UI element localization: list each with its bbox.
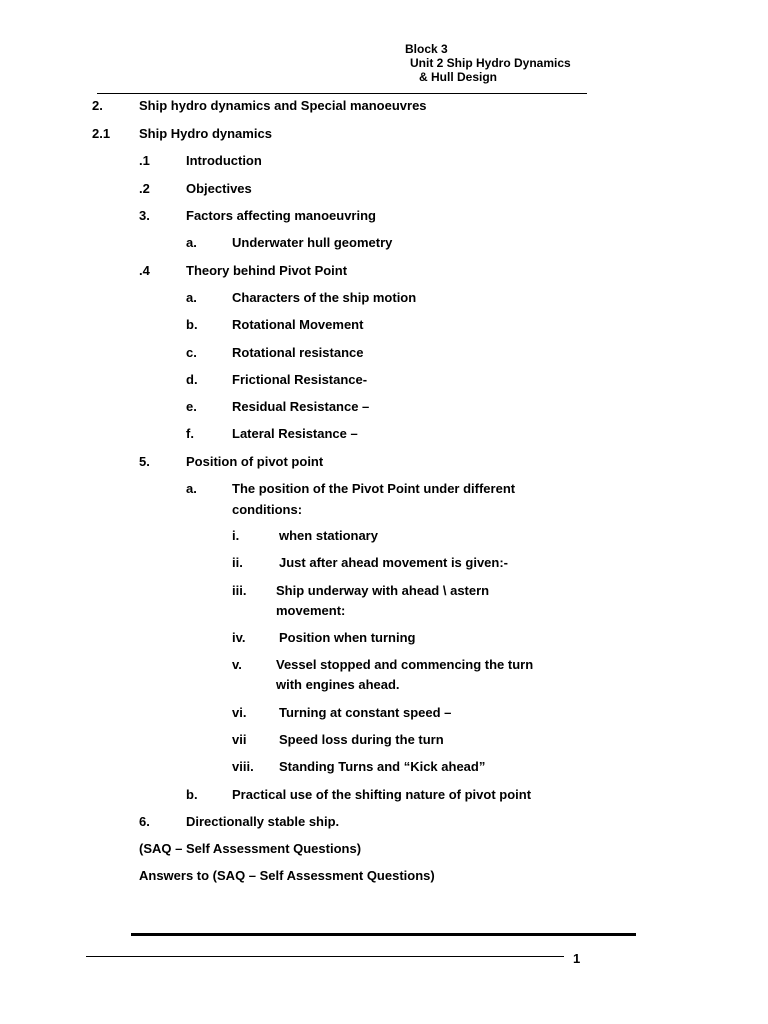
footer-rule-thick xyxy=(131,933,636,936)
toc-number: a. xyxy=(186,235,197,250)
footer-rule-thin xyxy=(86,956,564,957)
toc-text: Ship underway with ahead \ astern xyxy=(276,583,490,598)
toc-text: when stationary xyxy=(279,528,378,543)
toc-number: iii. xyxy=(232,583,247,598)
toc-text: The position of the Pivot Point under different xyxy=(232,481,516,496)
toc-number: 6. xyxy=(139,814,150,829)
toc-text: Answers to (SAQ – Self Assessment Questions) xyxy=(139,868,435,883)
toc-text: Practical use of the shifting nature of pivot point xyxy=(232,787,532,802)
toc-text: Theory behind Pivot Point xyxy=(186,263,348,278)
page-number: 1 xyxy=(573,951,581,966)
toc-text: Rotational resistance xyxy=(232,345,364,360)
toc-number: 2.1 xyxy=(92,126,111,141)
toc-text: Objectives xyxy=(186,181,252,196)
toc-number: iv. xyxy=(232,630,246,645)
toc-text: Standing Turns and “Kick ahead” xyxy=(279,759,486,774)
toc-text: Ship Hydro dynamics xyxy=(139,126,272,141)
toc-text: Rotational Movement xyxy=(232,317,364,332)
toc-number: viii. xyxy=(232,759,254,774)
toc-number: .4 xyxy=(139,263,150,278)
toc-number: ii. xyxy=(232,555,243,570)
toc-text: Underwater hull geometry xyxy=(232,235,393,250)
toc-text: Frictional Resistance- xyxy=(232,372,368,387)
toc-number: a. xyxy=(186,481,197,496)
toc-text: Characters of the ship motion xyxy=(232,290,417,305)
toc-number: b. xyxy=(186,317,198,332)
toc-number: e. xyxy=(186,399,197,414)
header-subtitle: & Hull Design xyxy=(419,70,498,84)
toc-number: .1 xyxy=(139,153,150,168)
toc-text: conditions: xyxy=(232,502,303,517)
toc-number: vii xyxy=(232,732,247,747)
header-block: Block 3 xyxy=(405,42,448,56)
header-rule xyxy=(97,93,587,94)
toc-number: d. xyxy=(186,372,198,387)
toc-number: 3. xyxy=(139,208,150,223)
header-unit: Unit 2 Ship Hydro Dynamics xyxy=(410,56,571,70)
toc-text: (SAQ – Self Assessment Questions) xyxy=(139,841,362,856)
toc-number: a. xyxy=(186,290,197,305)
toc-text: Just after ahead movement is given:- xyxy=(279,555,509,570)
toc-number: v. xyxy=(232,657,242,672)
toc-text: Position when turning xyxy=(279,630,416,645)
toc-text: with engines ahead. xyxy=(276,677,400,692)
toc-text: Factors affecting manoeuvring xyxy=(186,208,376,223)
toc-number: .2 xyxy=(139,181,150,196)
toc-text: Position of pivot point xyxy=(186,454,324,469)
toc-text: Vessel stopped and commencing the turn xyxy=(276,657,534,672)
toc-text: Residual Resistance – xyxy=(232,399,370,414)
toc-text: Introduction xyxy=(186,153,262,168)
toc-number: f. xyxy=(186,426,194,441)
toc-number: i. xyxy=(232,528,240,543)
toc-number: 2. xyxy=(92,98,103,113)
toc-text: Turning at constant speed – xyxy=(279,705,452,720)
toc-text: Ship hydro dynamics and Special manoeuvres xyxy=(139,98,427,113)
page-header xyxy=(405,42,571,84)
toc-text: Speed loss during the turn xyxy=(279,732,444,747)
toc-text: Lateral Resistance – xyxy=(232,426,358,441)
toc-text: movement: xyxy=(276,603,346,618)
toc-text: Directionally stable ship. xyxy=(186,814,340,829)
toc-number: 5. xyxy=(139,454,150,469)
toc-number: vi. xyxy=(232,705,247,720)
toc-number: b. xyxy=(186,787,198,802)
toc-number: c. xyxy=(186,345,197,360)
